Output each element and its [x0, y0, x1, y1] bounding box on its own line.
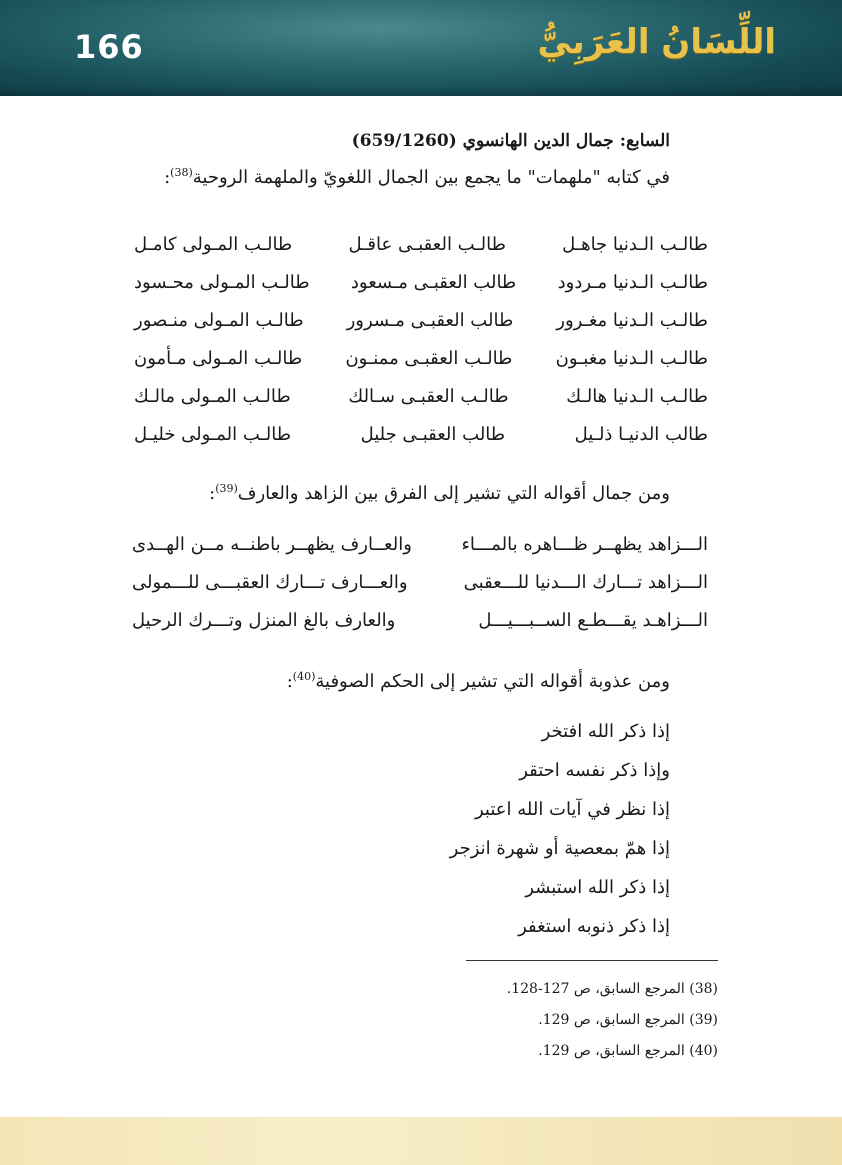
intro-paragraph	[130, 156, 670, 195]
hikam-line: إذا نظر في آيات الله اعتبر	[474, 799, 670, 820]
hikam-text: ومن عذوبة أقواله التي تشير إلى الحكم الصوفية	[315, 671, 670, 692]
page-number: 166	[74, 28, 144, 66]
hikam-line: إذا همّ بمعصية أو شهرة انزجر	[449, 838, 670, 859]
poem-cell: الـــزاهـد يقـــطـع الســبـــيـــل	[478, 610, 708, 631]
poem-cell: والعارف بالغ المنزل وتـــرك الرحيل	[132, 610, 396, 631]
journal-logo: اللِّسَانُ العَرَبِيُّ	[537, 22, 776, 62]
footnotes	[507, 974, 718, 1067]
poem-cell: الـــزاهد تـــارك الـــدنيا للـــعقبى	[463, 572, 708, 593]
poem-cell: طالـب المـولى مـأمون	[134, 348, 303, 369]
poem-cell: طالـب الـدنيا جاهـل	[562, 234, 708, 255]
hikam-intro	[130, 660, 670, 699]
poem-row	[134, 226, 708, 264]
page-header	[0, 0, 842, 96]
poem-cell: والعــارف يظهــر باطنــه مــن الهــدى	[132, 534, 412, 555]
poem-row	[134, 378, 708, 416]
poem-cell: طالـب الـدنيا مغبـون	[555, 348, 708, 369]
intro-colon: :	[164, 167, 171, 188]
poem-cell: طالـب المـولى محـسود	[134, 272, 310, 293]
hikam-line: إذا ذكر الله استبشر	[525, 877, 670, 898]
poem-cell: الـــزاهد يظهــر ظـــاهره بالمـــاء	[461, 534, 708, 555]
poem-cell: طالـب العقبـى سـالك	[348, 386, 509, 407]
poem-talib	[134, 226, 708, 454]
poem-cell: طالـب المـولى مالـك	[134, 386, 291, 407]
zahid-paragraph	[130, 472, 670, 511]
footnote-ref-39: (39)	[215, 482, 238, 495]
poem-cell: طالـب الـدنيا هالـك	[566, 386, 708, 407]
poem-cell: طالـب المـولى خليـل	[134, 424, 292, 445]
poem-cell: طالـب الـدنيا مغـرور	[556, 310, 708, 331]
poem-cell: طالـب العقبـى ممنـون	[345, 348, 513, 369]
page-footer-band	[0, 1117, 842, 1165]
footnote-ref-40: (40)	[292, 670, 316, 683]
poem-cell: طالـب المـولى منـصور	[134, 310, 304, 331]
hikam-line: إذا ذكر ذنوبه استغفر	[518, 916, 670, 937]
zahid-colon: :	[209, 483, 216, 504]
footnote-divider	[466, 960, 718, 961]
poem-row	[132, 526, 708, 564]
poem-row	[134, 264, 708, 302]
hikam-list	[450, 712, 670, 946]
poem-cell: طالب الدنيـا ذلـيل	[574, 424, 708, 445]
poem-cell: طالـب العقبـى عاقـل	[348, 234, 506, 255]
poem-cell: طالب العقبـى مـسرور	[346, 310, 514, 331]
poem-cell: والعـــارف تـــارك العقبـــى للـــمولى	[132, 572, 408, 593]
section-title: السابع: جمال الدين الهانسوي (659/1260)	[351, 131, 670, 151]
footnote: (40) المرجع السابق، ص 129.	[538, 1043, 718, 1059]
poem-zahid	[132, 526, 708, 640]
footnote-ref-38: (38)	[170, 166, 193, 179]
poem-row	[132, 564, 708, 602]
poem-cell: طالـب الـدنيا مـردود	[557, 272, 708, 293]
zahid-text: ومن جمال أقواله التي تشير إلى الفرق بين الزاهد والعارف	[237, 483, 670, 504]
hikam-colon: :	[286, 671, 293, 692]
footnote: (38) المرجع السابق، ص 127-128.	[506, 981, 718, 997]
poem-row	[134, 340, 708, 378]
poem-row	[132, 602, 708, 640]
section-intro	[130, 126, 670, 195]
footnote: (39) المرجع السابق، ص 129.	[538, 1012, 718, 1028]
hikam-line: إذا ذكر الله افتخر	[541, 721, 670, 742]
hikam-line: وإذا ذكر نفسه احتقر	[519, 760, 670, 781]
poem-row	[134, 416, 708, 454]
hikam-paragraph	[130, 660, 670, 699]
poem-cell: طالـب المـولى كامـل	[134, 234, 293, 255]
poem-row	[134, 302, 708, 340]
poem-cell: طالب العقبـى مـسعود	[350, 272, 517, 293]
poem-cell: طالب العقبـى جليل	[360, 424, 506, 445]
zahid-intro	[130, 472, 670, 511]
intro-text: في كتابه "ملهمات" ما يجمع بين الجمال اللغويّ والملهمة الروحية	[192, 167, 670, 188]
